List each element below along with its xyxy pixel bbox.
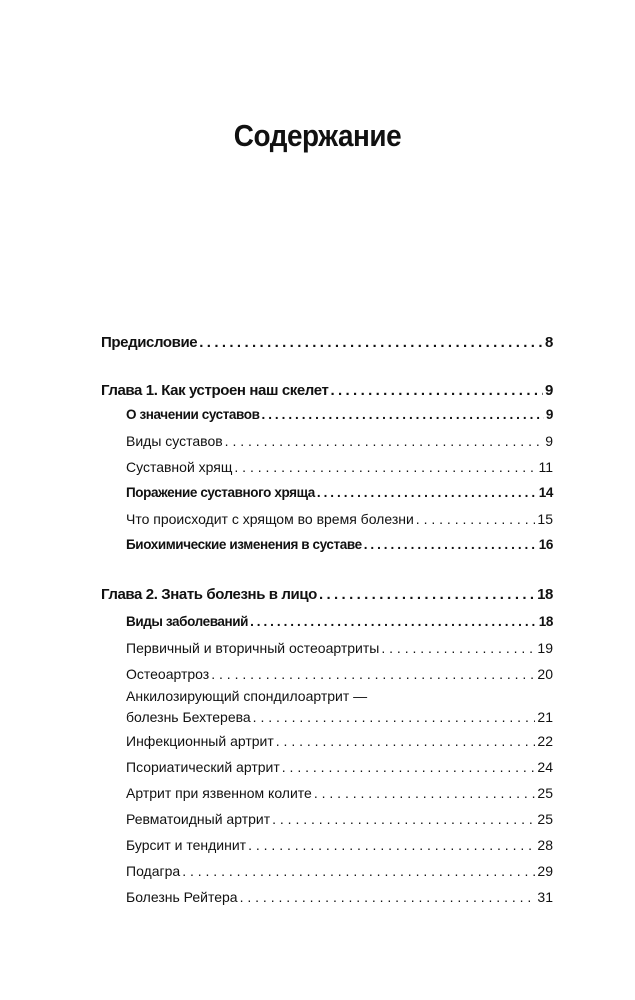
leader-dots — [240, 884, 536, 910]
table-of-contents — [101, 332, 553, 910]
toc-entry-label: Виды суставов — [126, 433, 223, 449]
leader-dots — [416, 506, 536, 532]
leader-dots — [248, 832, 535, 858]
toc-page-number: 18 — [537, 586, 553, 603]
toc-entry-label: Первичный и вторичный остеоартриты — [126, 640, 380, 656]
leader-dots — [272, 806, 535, 832]
leader-dots — [314, 780, 536, 806]
leader-dots — [234, 454, 536, 480]
toc-page-number: 25 — [537, 811, 553, 827]
toc-entry-subsection[interactable] — [101, 884, 553, 910]
leader-dots — [330, 380, 543, 402]
toc-entry-subsection[interactable] — [101, 780, 553, 806]
toc-entry-subsection[interactable] — [101, 806, 553, 832]
toc-page-number: 29 — [537, 863, 553, 879]
leader-dots — [225, 428, 544, 454]
toc-entry-subsection[interactable] — [101, 635, 553, 661]
leader-dots — [276, 728, 536, 754]
toc-entry-label: Глава 1. Как устроен наш скелет — [101, 382, 329, 399]
toc-entry-label: Бурсит и тендинит — [126, 837, 247, 853]
leader-dots — [282, 754, 536, 780]
toc-page-number: 25 — [537, 785, 553, 801]
toc-entry-label: Суставной хрящ — [126, 459, 233, 475]
toc-entry-subsection[interactable] — [101, 454, 553, 480]
leader-dots — [317, 480, 537, 506]
toc-page-number: 22 — [537, 733, 553, 749]
toc-entry-label: О значении суставов — [126, 407, 260, 422]
toc-entry-subsection[interactable] — [101, 687, 553, 728]
leader-dots — [262, 402, 544, 428]
toc-entry-label-line2: болезнь Бехтерева — [126, 709, 251, 725]
toc-entry-section[interactable] — [101, 480, 553, 506]
toc-page-number: 19 — [537, 640, 553, 656]
leader-dots — [211, 661, 535, 687]
toc-entry-subsection[interactable] — [101, 832, 553, 858]
leader-dots — [250, 609, 537, 635]
toc-entry-preface[interactable] — [101, 332, 553, 354]
toc-entry-label: Виды заболеваний — [126, 614, 249, 629]
toc-entry-label: Инфекционный артрит — [126, 733, 274, 749]
toc-entry-section[interactable] — [101, 609, 553, 635]
toc-page-number: 8 — [545, 334, 553, 351]
toc-entry-label: Псориатический артрит — [126, 759, 280, 775]
toc-page-number: 24 — [537, 759, 553, 775]
toc-entry-subsection[interactable] — [101, 754, 553, 780]
toc-entry-label: Поражение суставного хряща — [126, 485, 315, 500]
toc-entry-subsection[interactable] — [101, 661, 553, 687]
toc-page-number: 28 — [537, 837, 553, 853]
toc-entry-section[interactable] — [101, 532, 553, 558]
toc-entry-section[interactable] — [101, 402, 553, 428]
toc-page-number: 9 — [545, 407, 553, 422]
toc-page-number: 20 — [537, 666, 553, 682]
toc-page-number: 11 — [538, 459, 553, 475]
leader-dots — [182, 858, 535, 884]
page-title: Содержание — [233, 118, 402, 153]
toc-entry-subsection[interactable] — [101, 428, 553, 454]
toc-entry-label: Ревматоидный артрит — [126, 811, 271, 827]
toc-page-number: 9 — [545, 433, 553, 449]
leader-dots — [364, 532, 537, 558]
leader-dots — [319, 584, 535, 606]
toc-entry-subsection[interactable] — [101, 858, 553, 884]
toc-entry-subsection[interactable] — [101, 728, 553, 754]
leader-dots — [381, 635, 535, 661]
toc-entry-label: Что происходит с хрящом во время болезни — [126, 511, 414, 527]
toc-page-number: 21 — [537, 709, 553, 725]
toc-page-number: 9 — [545, 382, 553, 399]
toc-entry-chapter-2[interactable] — [101, 584, 553, 606]
leader-dots — [199, 332, 543, 354]
toc-entry-label-line1: Анкилозирующий спондилоартрит — — [126, 688, 368, 704]
toc-entry-label: Болезнь Рейтера — [126, 889, 238, 905]
toc-page-number: 31 — [537, 889, 553, 905]
toc-entry-subsection[interactable] — [101, 506, 553, 532]
toc-page-number: 15 — [537, 511, 553, 527]
toc-entry-label: Остеоартроз — [126, 666, 210, 682]
toc-entry-label: Глава 2. Знать болезнь в лицо — [101, 586, 317, 603]
toc-page-number: 18 — [538, 614, 553, 629]
toc-entry-label: Артрит при язвенном колите — [126, 785, 312, 801]
toc-entry-label: Предисловие — [101, 334, 198, 351]
leader-dots — [253, 706, 536, 728]
toc-entry-chapter-1[interactable] — [101, 380, 553, 402]
toc-entry-label: Биохимические изменения в суставе — [126, 537, 362, 552]
toc-entry-label: Подагра — [126, 863, 181, 879]
toc-page-number: 16 — [538, 537, 553, 552]
toc-page-number: 14 — [538, 485, 553, 500]
